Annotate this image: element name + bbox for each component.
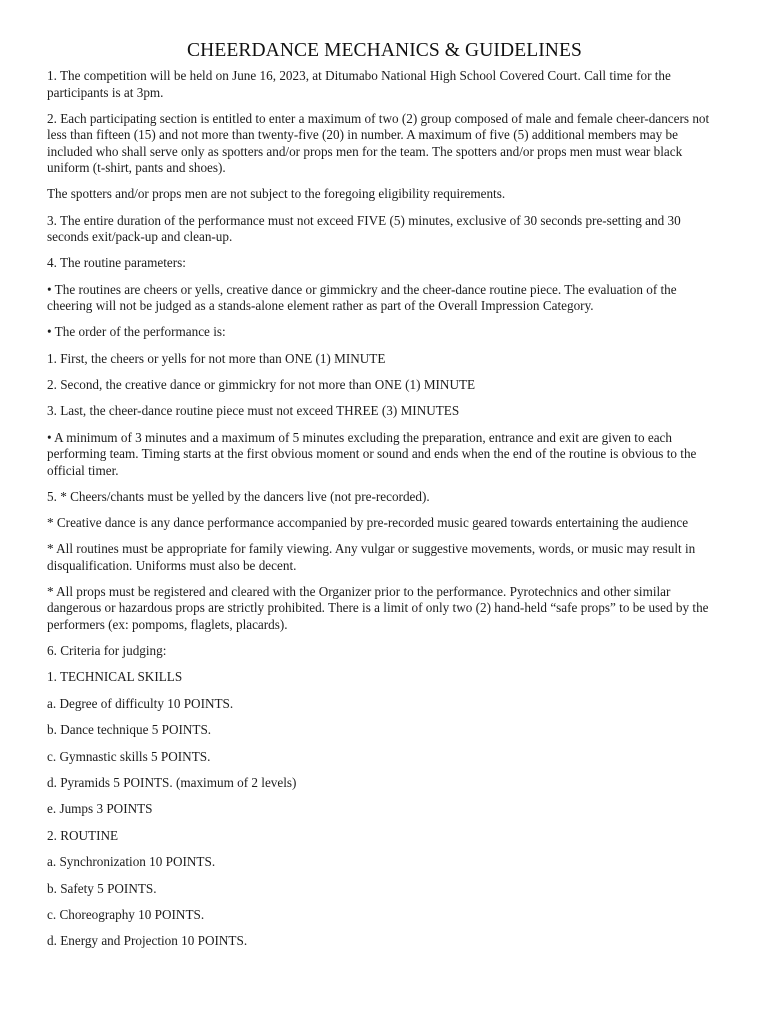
bullet-timing: • A minimum of 3 minutes and a maximum of 5 minutes excluding the preparation, entrance and exit are given to each performing team. Timing starts at the first obvious moment or sound and ends when the end of the routine is obvious to the official timer. [47, 429, 697, 478]
paragraph-spotters-note: The spotters and/or props men are not subject to the foregoing eligibility requirements. [47, 186, 506, 202]
criteria-item-synchronization: a. Synchronization 10 POINTS. [47, 854, 216, 870]
paragraph-family-viewing: * All routines must be appropriate for family viewing. Any vulgar or suggestive movements, words, or music may result in disqualification. Uniforms must also be decent. [47, 541, 696, 573]
bullet-performance-order: • The order of the performance is: [47, 324, 226, 340]
criteria-item-jumps: e. Jumps 3 POINTS [47, 801, 153, 817]
paragraph-routine-parameters: 4. The routine parameters: [47, 255, 186, 271]
criteria-item-gymnastic-skills: c. Gymnastic skills 5 POINTS. [47, 748, 211, 764]
paragraph-props: * All props must be registered and cleared with the Organizer prior to the performance. Pyrotechnics and other similar dangerous or hazardous props are strictly prohibited. There is a limit of only two (2) hand-held “safe props” to be used by the performers (ex: pompoms, flaglets, placards). [47, 583, 709, 632]
criteria-item-pyramids: d. Pyramids 5 POINTS. (maximum of 2 levels) [47, 774, 297, 790]
order-item-cheers: 1. First, the cheers or yells for not more than ONE (1) MINUTE [47, 350, 386, 366]
document-page [47, 40, 722, 960]
criteria-item-choreography: c. Choreography 10 POINTS. [47, 906, 205, 922]
paragraph-cheers-live: 5. * Cheers/chants must be yelled by the dancers live (not pre-recorded). [47, 488, 430, 504]
paragraph-criteria-heading: 6. Criteria for judging: [47, 642, 167, 658]
paragraph-creative-dance: * Creative dance is any dance performance accompanied by pre-recorded music geared towards entertaining the audience [47, 515, 689, 531]
criteria-item-safety: b. Safety 5 POINTS. [47, 880, 157, 896]
order-item-routine-piece: 3. Last, the cheer-dance routine piece must not exceed THREE (3) MINUTES [47, 403, 460, 419]
criteria-routine: 2. ROUTINE [47, 827, 119, 843]
bullet-routine-elements: • The routines are cheers or yells, creative dance or gimmickry and the cheer-dance routine piece. The evaluation of the cheering will not be judged as a stands-alone element rather as part of the Overall Impression Category. [47, 281, 677, 314]
criteria-item-difficulty: a. Degree of difficulty 10 POINTS. [47, 695, 234, 711]
criteria-item-dance-technique: b. Dance technique 5 POINTS. [47, 722, 212, 738]
document-title: CHEERDANCE MECHANICS & GUIDELINES [187, 40, 582, 61]
criteria-technical-skills: 1. TECHNICAL SKILLS [47, 669, 183, 685]
paragraph-participants: 2. Each participating section is entitled to enter a maximum of two (2) group composed of male and female cheer-dancers not less than fifteen (15) and not more than twenty-five (20) in number. A maximum of five (5) additional members may be included who shall serve only as spotters and/or props men for the team. The spotters and/or props men must wear black uniform (t-shirt, pants and shoes). [47, 110, 710, 176]
order-item-creative-dance: 2. Second, the creative dance or gimmickry for not more than ONE (1) MINUTE [47, 376, 476, 392]
paragraph-competition-venue: 1. The competition will be held on June 16, 2023, at Ditumabo National High School Covered Court. Call time for the participants is at 3pm. [47, 68, 671, 100]
criteria-item-energy: d. Energy and Projection 10 POINTS. [47, 933, 248, 949]
paragraph-duration: 3. The entire duration of the performance must not exceed FIVE (5) minutes, exclusive of 30 seconds pre-setting and 30 seconds exit/pack-up and clean-up. [47, 212, 681, 245]
